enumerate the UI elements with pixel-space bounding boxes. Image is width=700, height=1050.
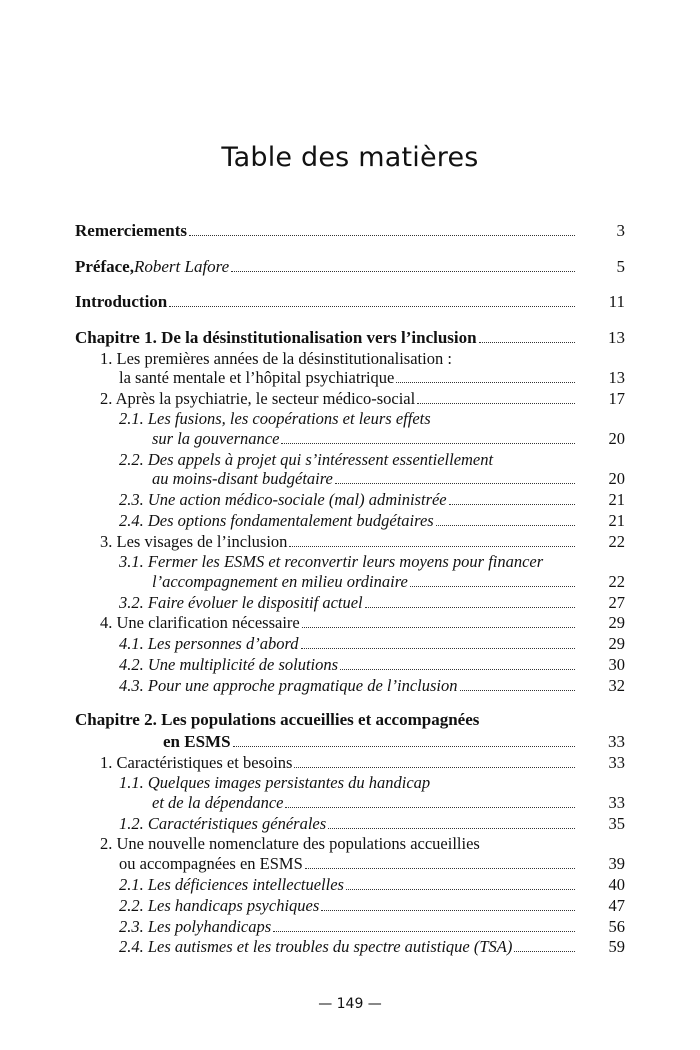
toc-entry[interactable]	[0, 792, 700, 814]
toc-entry[interactable]	[0, 813, 700, 835]
toc-entry-title: Chapitre 2. Les populations accueillies et accompagnées	[75, 710, 480, 729]
toc-entry-title: 3.1. Fermer les ESMS et reconvertir leurs moyens pour financer	[119, 552, 544, 571]
dot-leader	[479, 342, 575, 343]
toc-entry-page: 22	[608, 532, 625, 551]
dot-leader	[189, 235, 575, 236]
page-title: Table des matières	[221, 142, 479, 173]
dot-leader	[285, 807, 575, 808]
toc-entry-page: 22	[608, 572, 625, 591]
dot-leader	[328, 828, 575, 829]
toc-entry-page: 20	[608, 429, 625, 448]
toc-entry-title: 1.1. Quelques images persistantes du handicap	[119, 773, 431, 792]
toc-entry-author: Robert Lafore	[133, 257, 230, 276]
dot-leader	[169, 306, 575, 307]
toc-entry-page: 29	[608, 613, 625, 632]
toc-entry[interactable]	[0, 675, 700, 697]
toc-entry-page: 29	[608, 634, 625, 653]
toc-entry-title: 2.3. Une action médico-sociale (mal) administrée	[119, 490, 447, 509]
toc-entry-page: 3	[616, 221, 625, 240]
dot-leader	[233, 746, 575, 747]
dot-leader	[410, 586, 575, 587]
toc-entry[interactable]	[0, 772, 700, 794]
toc-entry-title: 4.1. Les personnes d’abord	[119, 634, 299, 653]
dot-leader	[289, 546, 575, 547]
toc-entry-title: 2.1. Les fusions, les coopérations et leurs effets	[119, 409, 431, 428]
toc-entry[interactable]	[0, 654, 700, 676]
dot-leader	[273, 931, 575, 932]
toc-entry[interactable]	[0, 592, 700, 614]
toc-entry-page: 32	[608, 676, 625, 695]
toc-entry[interactable]	[0, 853, 700, 875]
dot-leader	[335, 483, 575, 484]
dot-leader	[281, 443, 575, 444]
dot-leader	[396, 382, 575, 383]
toc-entry[interactable]	[0, 468, 700, 490]
toc-entry[interactable]	[0, 874, 700, 896]
toc-entry-page: 56	[608, 917, 625, 936]
dot-leader	[514, 951, 575, 952]
toc-entry-page: 40	[608, 875, 625, 894]
toc-entry-page: 30	[608, 655, 625, 674]
dot-leader	[346, 889, 575, 890]
dot-leader	[417, 403, 575, 404]
toc-entry-page: 5	[616, 257, 625, 276]
toc-entry-title: Remerciements	[75, 221, 188, 240]
toc-entry-title: et de la dépendance	[152, 793, 284, 812]
toc-entry-page: 20	[608, 469, 625, 488]
toc-entry[interactable]	[0, 612, 700, 634]
toc-entry[interactable]	[0, 388, 700, 410]
toc-entry-page: 21	[608, 490, 625, 509]
toc-entry[interactable]	[0, 895, 700, 917]
toc-entry[interactable]	[0, 709, 700, 731]
toc-entry-page: 21	[608, 511, 625, 530]
toc-entry-title: 2.2. Les handicaps psychiques	[119, 896, 320, 915]
toc-entry-page: 47	[608, 896, 625, 915]
toc-entry[interactable]	[0, 731, 700, 753]
toc-entry-page: 13	[608, 368, 625, 387]
toc-entry-title: 4.3. Pour une approche pragmatique de l’inclusion	[119, 676, 458, 695]
toc-entry-page: 35	[608, 814, 625, 833]
toc-entry[interactable]	[0, 220, 700, 242]
toc-entry-title: 2.3. Les polyhandicaps	[119, 917, 272, 936]
page-number: — 149 —	[318, 996, 382, 1012]
dot-leader	[365, 607, 575, 608]
toc-entry-title: Préface,	[75, 257, 134, 276]
toc-entry[interactable]	[0, 936, 700, 958]
dot-leader	[340, 669, 575, 670]
toc-entry-page: 11	[608, 292, 625, 311]
toc-entry[interactable]	[0, 256, 700, 278]
toc-entry-page: 27	[608, 593, 625, 612]
toc-entry-title: Introduction	[75, 292, 168, 311]
toc-entry-title: Chapitre 1. De la désinstitutionalisation vers l’inclusion	[75, 328, 477, 347]
toc-entry[interactable]	[0, 571, 700, 593]
toc-entry-title: 3.2. Faire évoluer le dispositif actuel	[119, 593, 363, 612]
dot-leader	[305, 868, 575, 869]
toc-entry-title: ou accompagnées en ESMS	[119, 854, 303, 873]
toc-entry-title: sur la gouvernance	[152, 429, 280, 448]
toc-entry-page: 13	[608, 328, 625, 347]
toc-entry-title: l’accompagnement en milieu ordinaire	[152, 572, 408, 591]
dot-leader	[231, 271, 575, 272]
toc-entry-page: 59	[608, 937, 625, 956]
toc-entry[interactable]	[0, 916, 700, 938]
toc-entry-page: 39	[608, 854, 625, 873]
dot-leader	[449, 504, 575, 505]
toc-entry-page: 33	[608, 753, 625, 772]
toc-entry-title: 1. Les premières années de la désinstitutionalisation :	[100, 349, 452, 368]
dot-leader	[301, 648, 575, 649]
dot-leader	[460, 690, 575, 691]
toc-entry[interactable]	[0, 408, 700, 430]
toc-entry[interactable]	[0, 428, 700, 450]
toc-entry-title: 1. Caractéristiques et besoins	[100, 753, 293, 772]
toc-entry-title: 2. Après la psychiatrie, le secteur médico-social	[100, 389, 416, 408]
toc-entry-title: 2.2. Des appels à projet qui s’intéressent essentiellement	[119, 450, 494, 469]
toc-entry[interactable]	[0, 327, 700, 349]
toc-entry[interactable]	[0, 510, 700, 532]
dot-leader	[321, 910, 575, 911]
toc-entry-page: 33	[608, 793, 625, 812]
toc-entry[interactable]	[0, 752, 700, 774]
toc-entry-title: au moins-disant budgétaire	[152, 469, 333, 488]
toc-entry-page: 33	[608, 732, 625, 751]
toc-entry-title: 4. Une clarification nécessaire	[100, 613, 300, 632]
toc-entry-title: 2. Une nouvelle nomenclature des populations accueillies	[100, 834, 480, 853]
dot-leader	[294, 767, 575, 768]
toc-entry-title: en ESMS	[163, 732, 231, 751]
toc-entry[interactable]	[0, 367, 700, 389]
toc-entry[interactable]	[0, 633, 700, 655]
dot-leader	[436, 525, 575, 526]
toc-entry-title: la santé mentale et l’hôpital psychiatrique	[119, 368, 395, 387]
toc-entry[interactable]	[0, 551, 700, 573]
toc-entry-title: 4.2. Une multiplicité de solutions	[119, 655, 339, 674]
toc-entry[interactable]	[0, 489, 700, 511]
toc-entry-title: 1.2. Caractéristiques générales	[119, 814, 327, 833]
toc-entry[interactable]	[0, 531, 700, 553]
dot-leader	[302, 627, 575, 628]
toc-entry[interactable]	[0, 833, 700, 855]
toc-entry[interactable]	[0, 291, 700, 313]
toc-entry-title: 2.4. Les autismes et les troubles du spectre autistique (TSA)	[119, 937, 513, 956]
toc-entry-page: 17	[608, 389, 625, 408]
toc-entry-title: 3. Les visages de l’inclusion	[100, 532, 288, 551]
toc-entry-title: 2.4. Des options fondamentalement budgétaires	[119, 511, 434, 530]
toc-entry-title: 2.1. Les déficiences intellectuelles	[119, 875, 344, 894]
